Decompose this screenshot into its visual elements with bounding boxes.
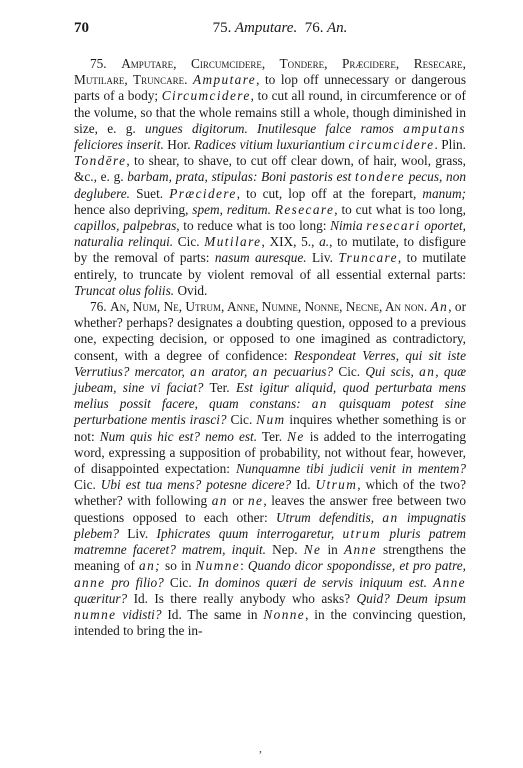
text-run <box>399 510 407 525</box>
text-run <box>328 396 339 411</box>
text-run: strengthens the meaning of <box>74 542 466 574</box>
text-run: Id. The same in <box>161 606 264 622</box>
latin-term: numne <box>74 606 117 622</box>
latin-term: Numne <box>195 558 241 574</box>
text-run: Cic. <box>173 234 205 250</box>
running-head-number: 75. <box>212 20 232 36</box>
text-run: is added to the interrogating word, expressing a supposition of probability, not without fear, however, of disappointed expectation: <box>74 428 466 477</box>
running-head <box>74 20 466 37</box>
latin-term: Anne <box>433 574 466 590</box>
text-run <box>301 396 312 411</box>
latin-example: arator, <box>211 363 248 379</box>
latin-example: Quid? Deum ipsum <box>356 590 467 606</box>
latin-term: anne <box>74 574 106 590</box>
latin-example: nasum auresque. <box>214 250 307 266</box>
text-run: Id. Is there really anybody who asks? <box>127 590 357 606</box>
text-run: Nep. <box>265 542 304 558</box>
text-run: or <box>227 493 248 509</box>
text-run <box>381 526 389 541</box>
latin-example: quæ jubeam, sine vi faciat? <box>74 363 467 396</box>
latin-term: utrum <box>342 525 382 541</box>
latin-term: an; <box>139 558 161 574</box>
latin-example: Utrum defenditis, <box>275 509 375 525</box>
latin-term: an <box>211 493 228 509</box>
text-run: Suet. <box>130 185 170 201</box>
entry-number: 75. <box>90 56 122 71</box>
text-run: Id. <box>291 477 316 493</box>
latin-term: Truncare <box>338 250 398 266</box>
latin-term: Anne <box>343 542 377 558</box>
text-run: , <box>435 363 444 379</box>
entry-75-paragraph <box>74 56 466 299</box>
latin-example: barbam, prata, stipulas: Boni pastoris est <box>127 169 352 185</box>
latin-term: an <box>382 509 399 525</box>
latin-example: vidisti? <box>122 606 162 622</box>
latin-term: Num <box>256 412 286 428</box>
entry-headwords: An, Num, Ne, Utrum, Anne, Numne, Nonne, Necne, An non. <box>110 299 428 315</box>
entry-76-paragraph <box>74 299 466 639</box>
running-head-number: 76. <box>304 20 324 36</box>
latin-example: Ubi est tua mens? potesne dicere? <box>100 477 292 493</box>
text-run: so in <box>160 558 196 574</box>
latin-example: capillos, palpebras, <box>74 218 180 234</box>
text-run: Cic. <box>226 412 257 428</box>
latin-example: Num <box>99 428 125 444</box>
text-run: . Plin. <box>434 137 467 153</box>
latin-example: quisquam potest sine perturbatione mentis irasci? <box>74 396 467 428</box>
latin-example: pecus, non deglubere. <box>74 169 466 201</box>
text-run: , to lop off unnecessary or dangerous parts of a body; <box>74 72 466 104</box>
latin-example: Truncat olus foliis. <box>74 282 175 298</box>
document-page <box>74 20 466 639</box>
text-run: Hor. <box>163 137 195 153</box>
latin-example: feliciores inserit. <box>74 137 164 153</box>
entry-headwords: Amputare, Circumcidere, Tondere, Præcidere, Resecare, Mutilare, Truncare. <box>74 56 467 88</box>
text-run: Ter. <box>203 380 236 396</box>
latin-term: Circumcidere <box>161 88 251 104</box>
latin-example: Iphicrates quum interrogaretur, <box>156 525 335 541</box>
latin-term: Mutilare <box>204 234 262 250</box>
latin-example: spem, reditum. <box>192 201 271 217</box>
text-run: Cic. <box>74 477 101 493</box>
latin-term: An <box>430 299 449 315</box>
running-head-word: Amputare. <box>234 20 298 36</box>
text-run: , to mutilate entirely, to truncate by violent removal of all essential external parts: <box>74 250 466 282</box>
latin-term: ne <box>248 493 264 509</box>
latin-example: pecuarius? <box>273 363 334 379</box>
page-number: 70 <box>74 20 89 36</box>
latin-term: Ne <box>303 542 322 558</box>
latin-example: Quando dicor spopondisse, et pro patre, <box>247 558 466 574</box>
latin-term: an <box>311 396 328 412</box>
latin-term: Ne <box>287 428 305 444</box>
latin-term: Nonne <box>263 606 306 622</box>
text-run: Cic. <box>333 363 366 379</box>
latin-example: quis hic est? nemo est. <box>130 428 258 444</box>
text-run: inquires whether something is or not: <box>74 412 466 444</box>
latin-term: an <box>419 363 436 379</box>
latin-example: Qui scis, <box>365 363 414 379</box>
latin-example: pro filio? <box>111 574 164 590</box>
latin-term: an <box>190 363 207 379</box>
text-run: Ovid. <box>174 282 208 298</box>
latin-term: Amputare <box>192 72 257 88</box>
text-run: , or whether? perhaps? designates a doubting question, opposed to a previous one, expecting decision, or opposed to one imagined as contradictory, consent, with a degree of confidence: <box>74 299 466 363</box>
text-run <box>394 121 403 136</box>
text-run: , to cut what is too long, <box>334 201 466 217</box>
latin-example: impugnatis plebem? <box>74 509 466 541</box>
entry-number: 76. <box>90 299 110 315</box>
body-text <box>74 56 466 639</box>
latin-example: In dominos quæri de servis iniquum est. <box>197 574 427 590</box>
latin-example: Nunquamne tibi judicii venit in mentem? <box>235 461 467 477</box>
latin-example: a. <box>319 234 330 250</box>
latin-term: an <box>252 363 269 379</box>
print-mark: , <box>259 741 262 755</box>
latin-term: Tondēre <box>74 153 127 169</box>
text-run: hence also depriving, <box>74 201 193 217</box>
text-run: , to shear, to shave, to cut off clear down, of hair, wool, grass, &c., e. g. <box>74 153 466 185</box>
page-header <box>74 20 466 44</box>
text-run: , to cut, lop off at the forepart, <box>236 185 423 201</box>
text-run: Liv. <box>119 525 157 541</box>
running-head-word: An. <box>326 20 348 36</box>
text-run: Ter. <box>257 428 288 444</box>
latin-term: tondere <box>355 169 405 185</box>
latin-term: Præcidere <box>169 185 237 201</box>
text-run: in <box>321 542 344 558</box>
text-run: Liv. <box>306 250 339 266</box>
latin-term: resecari <box>366 218 421 234</box>
latin-example: Est igitur aliquid, quod perturbata mens melius possit facere, quam constans: <box>74 380 466 412</box>
latin-term: circumcidere <box>348 137 435 153</box>
text-run: Cic. <box>163 574 198 590</box>
latin-term: amputans <box>403 120 466 136</box>
text-run: , leaves the answer free between two questions opposed to each other: <box>74 493 466 525</box>
text-run: , to cut all round, in circumference or of the volume, so that the whole remains still a whole, though diminished in size, e. g. <box>74 88 466 136</box>
text-run: , XIX, 5., <box>261 234 320 250</box>
text-run: , in the convincing question, intended to bring the in- <box>74 606 466 639</box>
latin-term: Resecare <box>274 201 335 217</box>
latin-example: ungues digitorum. Inutilesque falce ramos <box>145 120 394 136</box>
latin-example: Nimia <box>330 218 363 234</box>
latin-example: Radices vitium luxuriantium <box>194 137 345 153</box>
latin-example: pluris patrem matremne faceret? matrem, inquit. <box>74 525 466 558</box>
latin-example: manum; <box>422 185 466 201</box>
latin-example: quæritur? <box>74 590 128 606</box>
text-run: : <box>240 558 248 574</box>
text-run: , to mutilate, to disfigure by the removal of parts: <box>74 234 466 266</box>
latin-example: oportet, naturalia relinqui. <box>74 218 466 250</box>
text-run: to reduce what is too long: <box>179 218 331 234</box>
text-run: , which of the two? whether? with following <box>74 477 466 509</box>
latin-term: Utrum <box>315 477 358 493</box>
latin-example: Respondeat Verres, qui sit iste Verrutius? mercator, <box>74 347 467 379</box>
